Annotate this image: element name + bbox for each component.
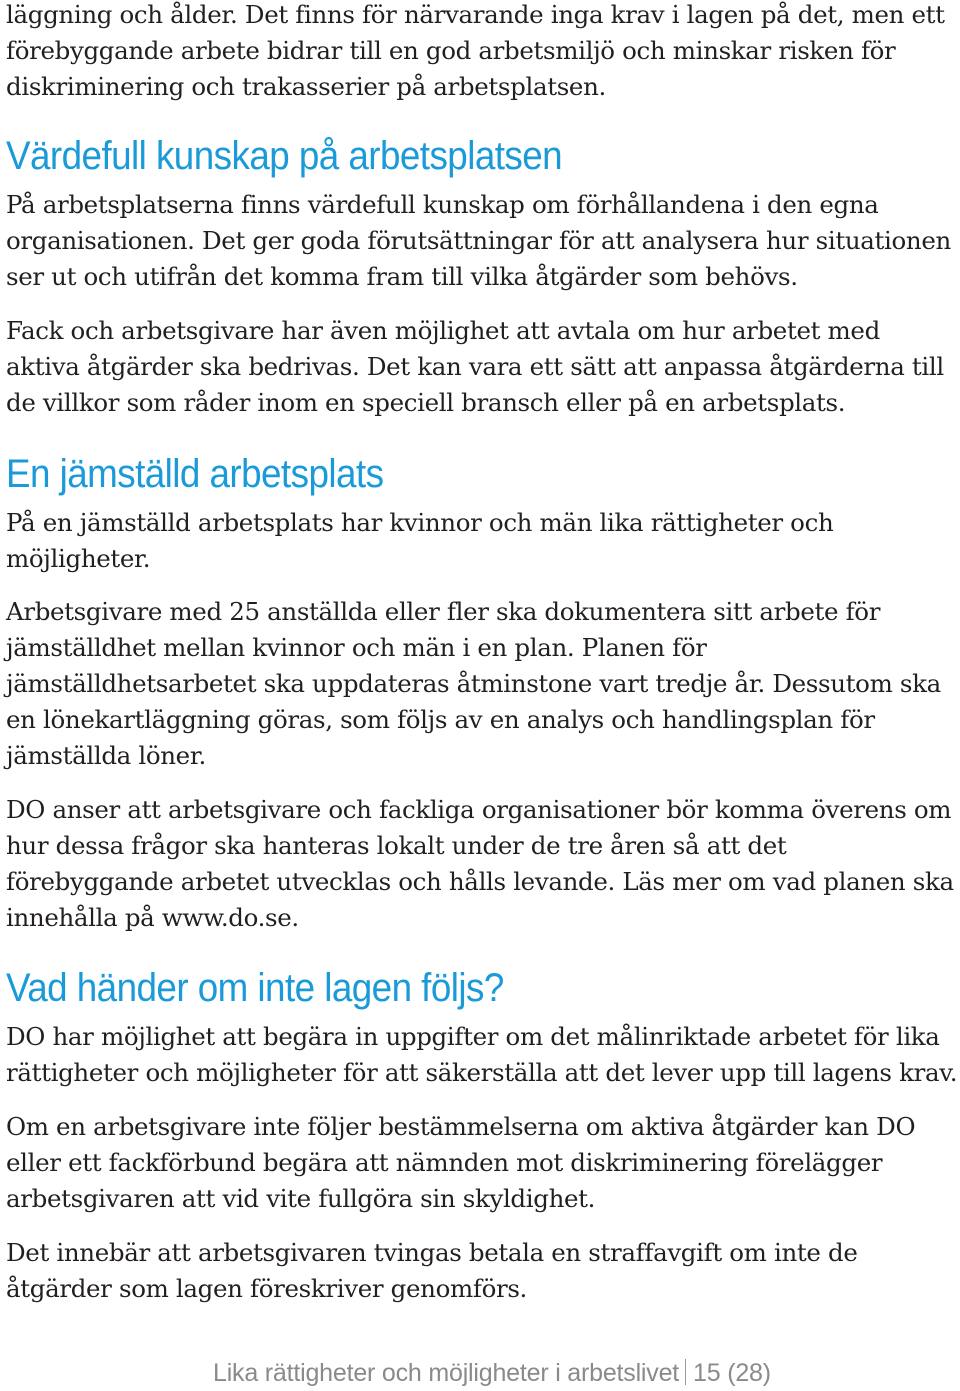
footer-divider [685, 1359, 686, 1385]
heading-jamstalld-arbetsplats: En jämställd arbetsplats [6, 452, 384, 496]
footer-publication-title: Lika rättigheter och möjligheter i arbetslivet [213, 1359, 680, 1387]
section3-paragraph-1: DO har möjlighet att begära in uppgifter om det målinriktade arbetet för lika rättigheter och möjligheter för att säkerställa att det lever upp till lagens krav. [6, 1022, 958, 1087]
heading-vardefull-kunskap: Värdefull kunskap på arbetsplatsen [6, 134, 563, 178]
section1-paragraph-1: På arbetsplatserna finns värdefull kunskap om förhållandena i den egna organisationen. Det ger goda förutsättningar för att analysera hur situationen ser ut och utifrån det komma fram till vilka åtgärder som behövs. [6, 190, 951, 291]
section2-paragraph-2: Arbetsgivare med 25 anställda eller fler ska dokumentera sitt arbete för jämställdhet mellan kvinnor och män i en plan. Planen för jämställdhetsarbetet ska uppdateras åtminstone vart tredje år. Dessutom ska en lönekartläggning göras, som följs av en analys och handlingsplan för jämställda löner. [6, 597, 941, 770]
section3-paragraph-2: Om en arbetsgivare inte följer bestämmelserna om aktiva åtgärder kan DO eller ett fackförbund begära att nämnden mot diskriminering förelägger arbetsgivaren att vid vite fullgöra sin skyldighet. [6, 1112, 916, 1213]
heading-vad-hander: Vad händer om inte lagen följs? [6, 966, 504, 1010]
section2-paragraph-1: På en jämställd arbetsplats har kvinnor och män lika rättigheter och möjligheter. [6, 508, 834, 573]
page-footer [213, 1356, 771, 1390]
section2-paragraph-3: DO anser att arbetsgivare och fackliga organisationer bör komma överens om hur dessa frågor ska hanteras lokalt under de tre åren så att det förebyggande arbetet utvecklas och hålls levande. Läs mer om vad planen ska innehålla på www.do.se. [6, 795, 954, 932]
intro-paragraph: läggning och ålder. Det finns för närvarande inga krav i lagen på det, men ett förebyggande arbete bidrar till en god arbetsmiljö och minskar risken för diskriminering och trakasserier på arbetsplatsen. [6, 0, 945, 101]
footer-page-number: 15 (28) [693, 1359, 771, 1387]
section1-paragraph-2: Fack och arbetsgivare har även möjlighet att avtala om hur arbetet med aktiva åtgärder ska bedrivas. Det kan vara ett sätt att anpassa åtgärderna till de villkor som råder inom en speciell bransch eller på en arbetsplats. [6, 316, 944, 417]
section3-paragraph-3: Det innebär att arbetsgivaren tvingas betala en straffavgift om inte de åtgärder som lagen föreskriver genomförs. [6, 1238, 858, 1303]
